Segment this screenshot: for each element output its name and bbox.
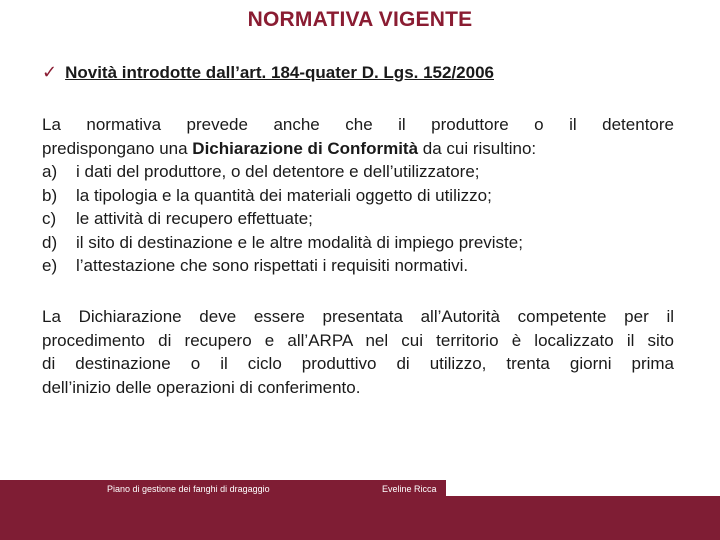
subtitle bbox=[42, 62, 494, 83]
list-item-letter: c) bbox=[42, 209, 57, 228]
list-item bbox=[42, 184, 536, 208]
list-item-text: la tipologia e la quantità dei materiali oggetto di utilizzo; bbox=[76, 185, 492, 205]
declaration-line-3: di destinazione o il ciclo produttivo di utilizzo, trenta giorni prima bbox=[42, 354, 674, 373]
check-icon: ✓ bbox=[42, 62, 58, 82]
footer-bar bbox=[0, 496, 720, 540]
declaration-line-2: procedimento di recupero e all’ARPA nel cui territorio è localizzato il sito bbox=[42, 330, 674, 350]
list-item-text: i dati del produttore, o del detentore e dell’utilizzatore; bbox=[76, 162, 480, 181]
subtitle-text: Novità introdotte dall’art. 184-quater D. Lgs. 152/2006 bbox=[65, 63, 494, 82]
intro-line-2-bold: Dichiarazione di Conformità bbox=[192, 138, 419, 158]
intro-line-1: La normativa prevede anche che il produttore o il detentore bbox=[42, 115, 674, 134]
intro-line-2 bbox=[42, 137, 536, 161]
list-item bbox=[42, 160, 536, 184]
list-item-text: le attività di recupero effettuate; bbox=[76, 209, 313, 228]
list-item bbox=[42, 231, 536, 255]
list-item-letter: e) bbox=[42, 256, 58, 275]
intro-paragraph bbox=[42, 113, 674, 137]
declaration-line-4: dell’inizio delle operazioni di conferimento. bbox=[42, 377, 361, 397]
list-item-letter: d) bbox=[42, 232, 58, 252]
intro-line-2-post: da cui risultino: bbox=[418, 138, 537, 158]
list-item-text: l’attestazione che sono rispettati i requisiti normativi. bbox=[76, 256, 469, 275]
declaration-line-1: La Dichiarazione deve essere presentata all’Autorità competente per il bbox=[42, 307, 674, 326]
list-item-letter: b) bbox=[42, 185, 58, 205]
list-item-letter: a) bbox=[42, 162, 58, 181]
list-item bbox=[42, 207, 536, 231]
declaration-paragraph bbox=[42, 305, 674, 399]
footer-author: Eveline Ricca bbox=[382, 484, 437, 494]
footer-presentation-title: Piano di gestione dei fanghi di dragaggio bbox=[107, 484, 270, 494]
list-item bbox=[42, 254, 536, 278]
intro-line-2-pre: predispongano una bbox=[42, 138, 193, 158]
requirements-list bbox=[42, 138, 537, 278]
slide-title: NORMATIVA VIGENTE bbox=[247, 8, 473, 31]
list-item-text: il sito di destinazione e le altre modalità di impiego previste; bbox=[76, 232, 523, 252]
